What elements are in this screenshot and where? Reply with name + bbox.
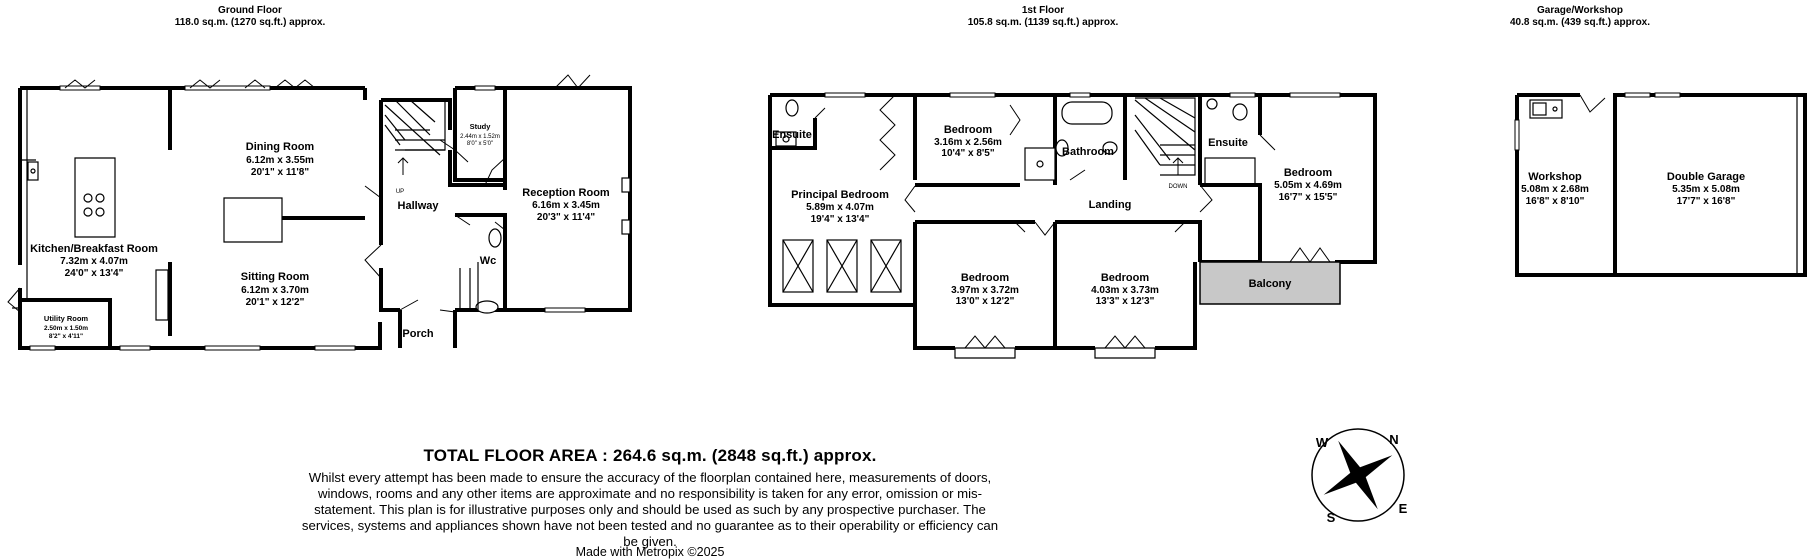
room-label-kitchen (30, 243, 158, 279)
disclaimer-text: Whilst every attempt has been made to ensure the accuracy of the floorplan contained here, measurements of doors, windows, rooms and any other items are approximate and no responsibility is taken for any error, omission or mis-statement. This plan is for illustrative purposes only and should be used as such by any prospective purchaser. The services, systems and appliances shown have not been tested and no guarantee as to their operability or efficiency can be given. (301, 470, 999, 549)
window (1230, 93, 1255, 97)
window (1625, 93, 1650, 97)
window (825, 93, 865, 97)
compass-east: E (1398, 501, 1408, 516)
room-label-bedroom (1091, 272, 1159, 307)
compass-rose (1312, 429, 1408, 525)
credit-text: Made with Metropix ©2025 (575, 545, 725, 559)
sink-icon (28, 162, 38, 180)
svg-text:8'2" x 4'11": 8'2" x 4'11" (48, 333, 84, 340)
window (1515, 120, 1519, 150)
svg-text:3.16m x 2.56m: 3.16m x 2.56m (934, 137, 1002, 148)
svg-text:5.89m x 4.07m: 5.89m x 4.07m (806, 202, 874, 213)
window (1655, 93, 1680, 97)
room-label-bathroom: Bathroom (1062, 146, 1114, 158)
svg-text:Garage/Workshop: Garage/Workshop (1537, 5, 1623, 16)
room-label-hallway: Hallway (397, 200, 439, 212)
svg-text:13'3" x 12'3": 13'3" x 12'3" (1095, 296, 1155, 307)
svg-text:20'3" x 11'4": 20'3" x 11'4" (536, 212, 596, 223)
toilet-icon (786, 100, 798, 116)
room-label-double-garage (1667, 171, 1745, 207)
room-label-balcony: Balcony (1248, 278, 1292, 290)
svg-text:6.16m x 3.45m: 6.16m x 3.45m (532, 200, 600, 211)
room-label-principal-bedroom (791, 189, 889, 225)
svg-text:Bedroom: Bedroom (960, 272, 1010, 284)
svg-text:Bedroom: Bedroom (1100, 272, 1150, 284)
compass-north: N (1389, 432, 1399, 447)
staircase (385, 100, 445, 175)
window (475, 86, 495, 90)
svg-text:Sitting Room: Sitting Room (240, 271, 310, 283)
first-floor-plan (770, 93, 1375, 358)
window (315, 346, 355, 350)
svg-text:13'0" x 12'2": 13'0" x 12'2" (955, 296, 1015, 307)
svg-text:6.12m x 3.55m: 6.12m x 3.55m (246, 155, 314, 166)
svg-text:5.05m x 4.69m: 5.05m x 4.69m (1274, 180, 1342, 191)
svg-text:2.50m x 1.50m: 2.50m x 1.50m (43, 325, 89, 332)
svg-text:Bedroom: Bedroom (1283, 167, 1333, 179)
svg-text:20'1" x 12'2": 20'1" x 12'2" (245, 297, 305, 308)
svg-text:40.8 sq.m. (439 sq.ft.) approx: 40.8 sq.m. (439 sq.ft.) approx. (1509, 17, 1651, 28)
svg-text:7.32m x 4.07m: 7.32m x 4.07m (60, 256, 128, 267)
svg-text:118.0 sq.m. (1270 sq.ft.) appr: 118.0 sq.m. (1270 sq.ft.) approx. (174, 17, 326, 28)
sink-icon (1530, 100, 1562, 118)
svg-text:Workshop: Workshop (1528, 171, 1582, 183)
room-label-porch: Porch (402, 328, 434, 340)
room-label-sitting (241, 271, 310, 308)
compass-west: W (1315, 435, 1329, 450)
room-label-study (460, 122, 500, 147)
svg-text:Principal Bedroom: Principal Bedroom (791, 189, 889, 201)
room-label-bedroom (951, 272, 1019, 307)
room-label-bedroom (1274, 167, 1342, 203)
room-label-dining (246, 141, 315, 178)
staircase (1135, 98, 1195, 175)
svg-text:1st Floor: 1st Floor (1021, 5, 1065, 16)
svg-text:Kitchen/Breakfast Room: Kitchen/Breakfast Room (30, 243, 158, 255)
floor-title-garage (1510, 5, 1650, 28)
svg-text:24'0" x 13'4": 24'0" x 13'4" (64, 268, 124, 279)
room-label-workshop (1521, 171, 1589, 207)
svg-text:8'0" x 5'0": 8'0" x 5'0" (466, 141, 494, 147)
window (120, 346, 150, 350)
svg-text:17'7" x 16'8": 17'7" x 16'8" (1676, 196, 1736, 207)
window (1290, 93, 1340, 97)
room-label-bedroom (934, 124, 1002, 159)
room-label-reception (522, 187, 610, 223)
svg-text:16'7" x 15'5": 16'7" x 15'5" (1278, 192, 1338, 203)
svg-text:Bedroom: Bedroom (943, 124, 993, 136)
svg-text:6.12m x 3.70m: 6.12m x 3.70m (241, 285, 309, 296)
svg-text:5.35m x 5.08m: 5.35m x 5.08m (1672, 184, 1740, 195)
window (1070, 93, 1090, 97)
room-label-landing: Landing (1088, 199, 1132, 211)
svg-text:Dining Room: Dining Room (245, 141, 315, 153)
svg-text:Double Garage: Double Garage (1666, 171, 1746, 183)
window (205, 346, 260, 350)
window (30, 346, 55, 350)
svg-text:Reception Room: Reception Room (522, 187, 610, 199)
svg-text:10'4" x 8'5": 10'4" x 8'5" (941, 148, 995, 159)
room-label-utility (44, 314, 88, 340)
room-label-ensuite: Ensuite (772, 129, 812, 141)
svg-text:4.03m x 3.73m: 4.03m x 3.73m (1091, 285, 1159, 296)
svg-text:Utility Room: Utility Room (43, 314, 89, 323)
window (185, 86, 270, 90)
svg-text:16'8" x 8'10": 16'8" x 8'10" (1525, 196, 1585, 207)
toilet-icon (476, 229, 501, 313)
svg-text:UP: UP (395, 189, 405, 195)
svg-text:20'1" x 11'8": 20'1" x 11'8" (250, 167, 310, 178)
room-label-ensuite: Ensuite (1208, 137, 1248, 149)
svg-text:DOWN: DOWN (1168, 184, 1188, 190)
floor-title-ground (175, 5, 326, 28)
toilet-icon (1207, 99, 1247, 120)
floor-title-first (968, 5, 1119, 28)
svg-text:5.08m x 2.68m: 5.08m x 2.68m (1521, 184, 1589, 195)
svg-text:3.97m x 3.72m: 3.97m x 3.72m (951, 285, 1019, 296)
svg-text:105.8 sq.m. (1139 sq.ft.) appr: 105.8 sq.m. (1139 sq.ft.) approx. (967, 17, 1119, 28)
window (545, 308, 585, 312)
svg-text:Ground Floor: Ground Floor (218, 5, 282, 16)
window (950, 93, 995, 97)
svg-text:Study: Study (469, 122, 491, 131)
compass-south: S (1326, 510, 1336, 525)
total-floor-area: TOTAL FLOOR AREA : 264.6 sq.m. (2848 sq.ft.) approx. (423, 446, 877, 465)
rooflight-icon (783, 240, 901, 292)
svg-text:2.44m x 1.52m: 2.44m x 1.52m (460, 134, 500, 140)
bath-icon (1062, 102, 1112, 124)
room-label-wc: Wc (479, 255, 497, 267)
svg-text:19'4" x 13'4": 19'4" x 13'4" (810, 214, 870, 225)
